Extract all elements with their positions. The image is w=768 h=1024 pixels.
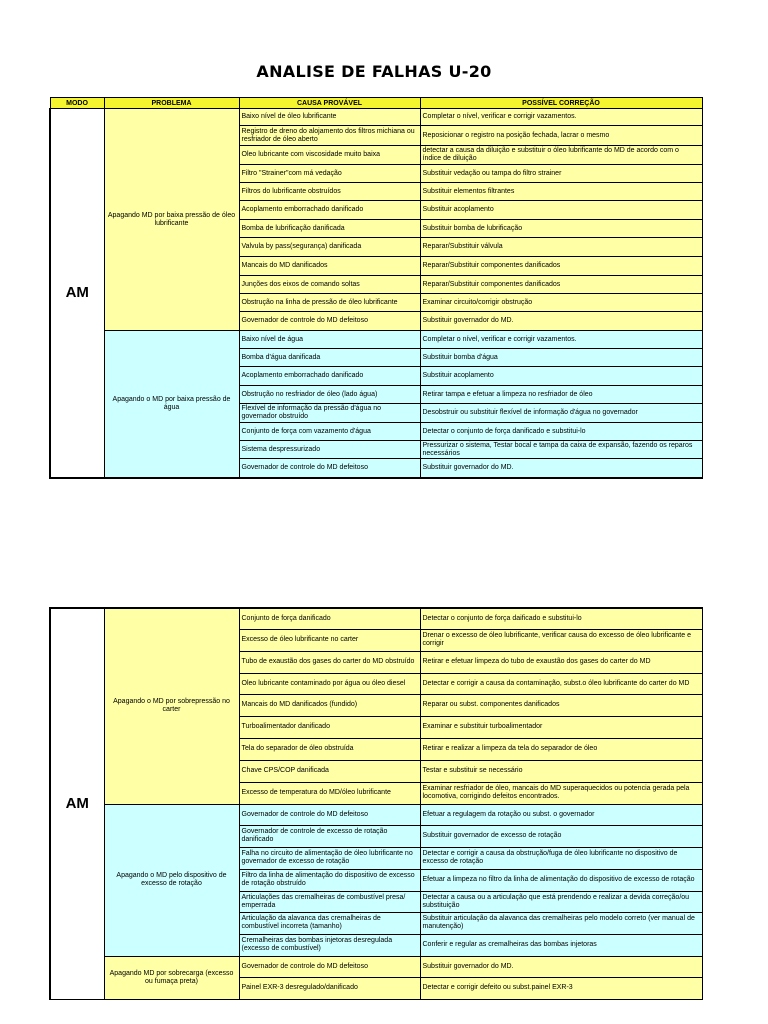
correcao-cell: Examinar circuito/corrigir obstrução: [420, 294, 702, 312]
problema-cell: Apagando MD por sobrecarga (excesso ou fumaça preta): [104, 956, 239, 999]
table-row: [50, 804, 702, 825]
correcao-cell: Detectar e corrigir a causa da contaminação, subst.o óleo lubrificante do carter do MD: [420, 673, 702, 694]
correcao-cell: Drenar o excesso de óleo lubrificante, verificar causa do excesso de óleo lubrificante e corrigir: [420, 629, 702, 651]
correcao-cell: Completar o nível, verificar e corrigir vazamentos.: [420, 331, 702, 349]
correcao-cell: Desobstruir ou substituir flexível de informação d'água no governador: [420, 404, 702, 423]
causa-cell: Falha no circuito de alimentação de óleo lubrificante no governador de excesso de rotação: [239, 847, 420, 869]
causa-cell: Filtros do lubrificante obstruídos: [239, 183, 420, 201]
causa-cell: Chave CPS/COP danificada: [239, 760, 420, 782]
causa-cell: Conjunto de força danificado: [239, 608, 420, 629]
causa-cell: Acoplamento emborrachado danificado: [239, 367, 420, 386]
table-row: [50, 608, 702, 629]
causa-cell: Obstrução no resfriador de óleo (lado água): [239, 386, 420, 404]
causa-cell: Excesso de óleo lubrificante no carter: [239, 629, 420, 651]
modo-cell: AM: [50, 608, 104, 999]
page-title: ANALISE DE FALHAS U-20: [256, 62, 492, 81]
causa-cell: Mancais do MD danificados (fundido): [239, 694, 420, 716]
correcao-cell: Substituir acoplamento: [420, 367, 702, 386]
correcao-cell: Substituir acoplamento: [420, 201, 702, 220]
correcao-cell: Detectar o conjunto de força daificado e substitui-lo: [420, 608, 702, 629]
correcao-cell: Completar o nível, verificar e corrigir vazamentos.: [420, 109, 702, 126]
causa-cell: Governador de controle do MD defeitoso: [239, 312, 420, 331]
causa-cell: Governador de controle do MD defeitoso: [239, 459, 420, 478]
causa-cell: Acoplamento emborrachado danificado: [239, 201, 420, 220]
header-modo: MODO: [50, 98, 104, 109]
correcao-cell: detectar a causa da diluição e substituir o óleo lubrificante do MD de acordo com o índice de diluição: [420, 146, 702, 165]
modo-cell: AM: [50, 109, 104, 478]
correcao-cell: Retirar tampa e efetuar a limpeza no resfriador de óleo: [420, 386, 702, 404]
table-row: [50, 956, 702, 977]
causa-cell: Conjunto de força com vazamento d'água: [239, 423, 420, 441]
causa-cell: Filtro "Strainer"com má vedação: [239, 165, 420, 183]
correcao-cell: Reposicionar o registro na posição fechada, lacrar o mesmo: [420, 126, 702, 146]
causa-cell: Painel EXR-3 desregulado/danificado: [239, 977, 420, 999]
causa-cell: Obstrução na linha de pressão de óleo lubrificante: [239, 294, 420, 312]
correcao-cell: Detectar a causa ou a articulação que está prendendo e realizar a devida correção/ou substituição: [420, 891, 702, 912]
causa-cell: Articulações das cremalheiras de combustível presa/ emperrada: [239, 891, 420, 912]
correcao-cell: Retirar e realizar a limpeza da tela do separador de óleo: [420, 738, 702, 760]
table-row: [50, 109, 702, 126]
problema-cell: Apagando o MD pelo dispositivo de excesso de rotação: [104, 804, 239, 956]
causa-cell: Excesso de temperatura do MD/óleo lubrificante: [239, 782, 420, 804]
problema-cell: Apagando MD por baixa pressão de óleo lubrificante: [104, 109, 239, 331]
correcao-cell: Reparar ou subst. componentes danificados: [420, 694, 702, 716]
correcao-cell: Efetuar a regulagem da rotação ou subst. o governador: [420, 804, 702, 825]
correcao-cell: Reparar/Substituir válvula: [420, 238, 702, 257]
causa-cell: Governador de controle do MD defeitoso: [239, 956, 420, 977]
causa-cell: Valvula by pass(segurança) danificada: [239, 238, 420, 257]
correcao-cell: Pressurizar o sistema, Testar bocal e tampa da caixa de expansão, fazendo os reparos necessários: [420, 441, 702, 459]
correcao-cell: Efetuar a limpeza no filtro da linha de alimentação do dispositivo de excesso de rotação: [420, 869, 702, 891]
causa-cell: Filtro da linha de alimentação do dispositivo de excesso de rotação obstruído: [239, 869, 420, 891]
causa-cell: Governador de controle de excesso de rotação danificado: [239, 825, 420, 847]
correcao-cell: Substituir articulação da alavanca das cremalheiras pelo modelo correto (ver manual de manutenção): [420, 912, 702, 934]
correcao-cell: Testar e substituir se necessário: [420, 760, 702, 782]
correcao-cell: Detectar o conjunto de força danificado e substitui-lo: [420, 423, 702, 441]
causa-cell: Tubo de exaustão dos gases do carter do MD obstruído: [239, 651, 420, 673]
correcao-cell: Substituir governador do MD.: [420, 312, 702, 331]
causa-cell: Junções dos eixos de comando soltas: [239, 276, 420, 294]
failure-table-2: [49, 607, 703, 1000]
causa-cell: Bomba de lubrificação danificada: [239, 220, 420, 238]
correcao-cell: Examinar e substituir turboalimentador: [420, 716, 702, 738]
header-causa: CAUSA PROVÁVEL: [239, 98, 420, 109]
causa-cell: Governador de controle do MD defeitoso: [239, 804, 420, 825]
correcao-cell: Substituir bomba d'água: [420, 349, 702, 367]
correcao-cell: Detectar e corrigir defeito ou subst.painel EXR-3: [420, 977, 702, 999]
causa-cell: Articulação da alavanca das cremalheiras de combustível incorreta (tamanho): [239, 912, 420, 934]
causa-cell: Tela do separador de óleo obstruída: [239, 738, 420, 760]
problema-cell: Apagando o MD por sobrepressão no carter: [104, 608, 239, 804]
correcao-cell: Substituir governador do MD.: [420, 956, 702, 977]
causa-cell: Turboalimentador danificado: [239, 716, 420, 738]
header-correcao: POSSÍVEL CORREÇÃO: [420, 98, 702, 109]
causa-cell: Oleo lubricante contaminado por água ou óleo diesel: [239, 673, 420, 694]
table-row: [50, 331, 702, 349]
causa-cell: Sistema despressurizado: [239, 441, 420, 459]
causa-cell: Baixo nível de água: [239, 331, 420, 349]
causa-cell: Baixo nível de óleo lubrificante: [239, 109, 420, 126]
failure-table-1: [49, 97, 703, 479]
correcao-cell: Detectar e corrigir a causa da obstrução/fuga de óleo lubrificante no dispositivo de excesso de rotação: [420, 847, 702, 869]
causa-cell: Mancais do MD danificados: [239, 257, 420, 276]
correcao-cell: Substituir vedação ou tampa do filtro strainer: [420, 165, 702, 183]
causa-cell: Flexível de informação da pressão d'água no governador obstruído: [239, 404, 420, 423]
problema-cell: Apagando o MD por baixa pressão de água: [104, 331, 239, 478]
header-problema: PROBLEMA: [104, 98, 239, 109]
correcao-cell: Substituir elementos filtrantes: [420, 183, 702, 201]
causa-cell: Oleo lubricante com viscosidade muito baixa: [239, 146, 420, 165]
correcao-cell: Substituir bomba de lubrificação: [420, 220, 702, 238]
correcao-cell: Retirar e efetuar limpeza do tubo de exaustão dos gases do carter do MD: [420, 651, 702, 673]
correcao-cell: Substituir governador do MD.: [420, 459, 702, 478]
table-header-row: [50, 98, 702, 109]
correcao-cell: Substituir governador de excesso de rotação: [420, 825, 702, 847]
correcao-cell: Reparar/Substituir componentes danificados: [420, 257, 702, 276]
causa-cell: Registro de dreno do alojamento dos filtros michiana ou resfriador de óleo aberto: [239, 126, 420, 146]
correcao-cell: Examinar resfriador de óleo, mancais do MD superaquecidos ou potencia gerada pela locomotiva, corrigindo defeitos encontrados.: [420, 782, 702, 804]
causa-cell: Bomba d'água danificada: [239, 349, 420, 367]
causa-cell: Cremalheiras das bombas injetoras desregulada (excesso de combustível): [239, 934, 420, 956]
correcao-cell: Reparar/Substituir componentes danificados: [420, 276, 702, 294]
correcao-cell: Conferir e regular as cremalheiras das bombas injetoras: [420, 934, 702, 956]
